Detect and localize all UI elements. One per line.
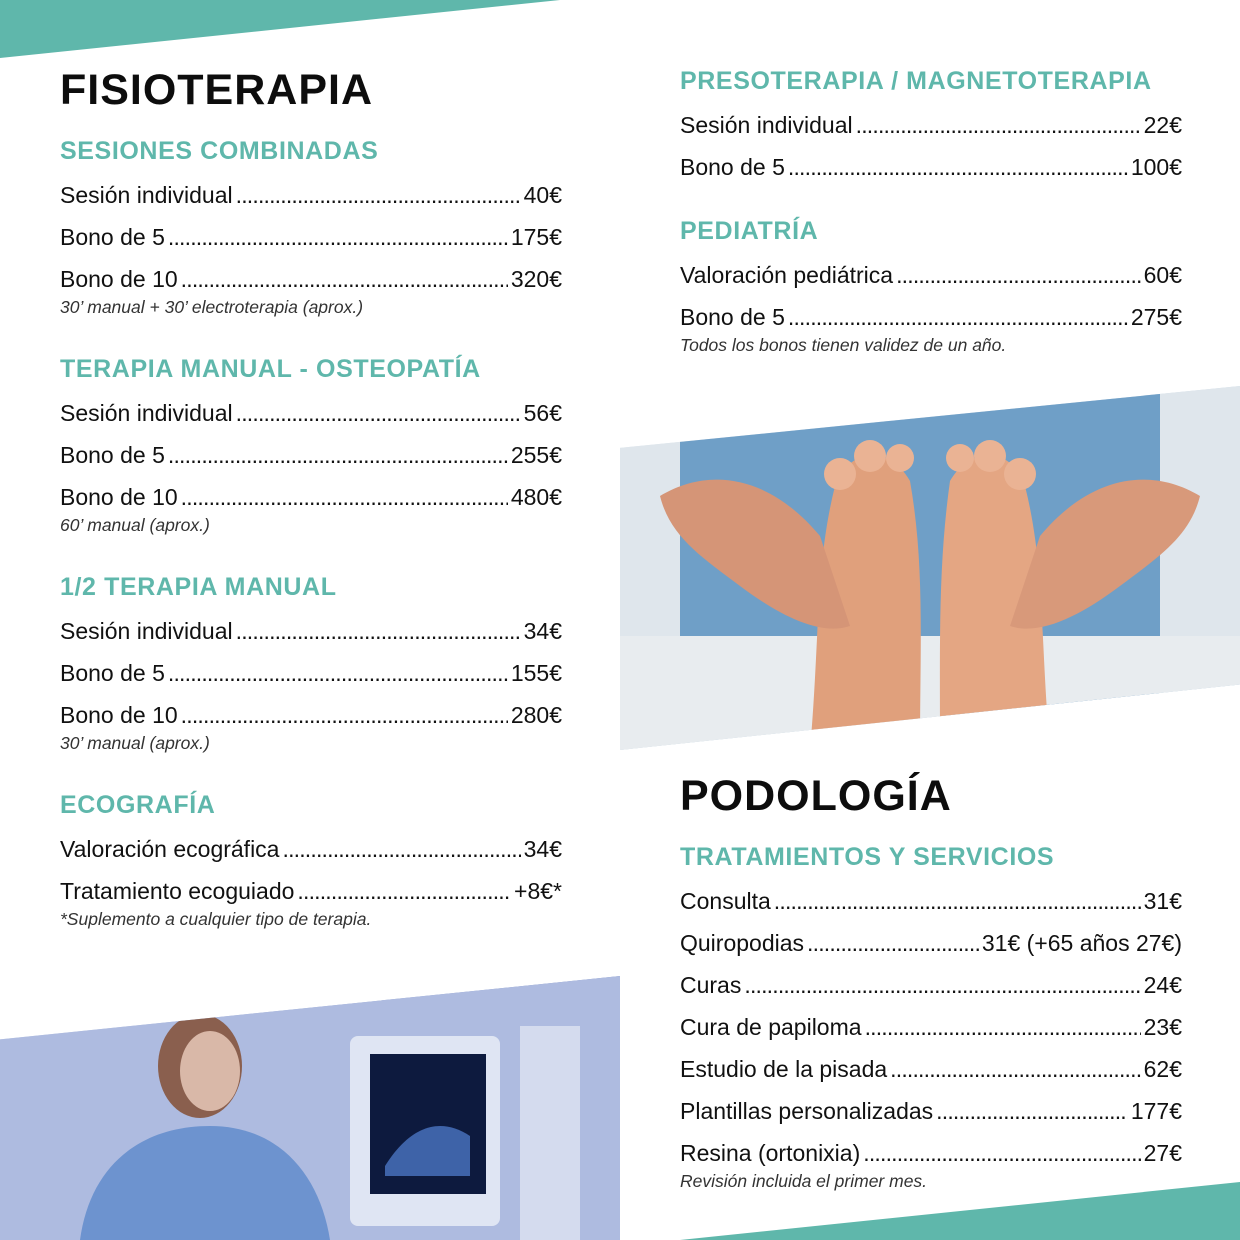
section-note: *Suplemento a cualquier tipo de terapia.: [60, 909, 372, 929]
dot-leader: [168, 224, 508, 250]
dot-leader: [236, 182, 521, 208]
price-row: [680, 930, 1182, 956]
item-price: 31€ (+65 años 27€): [981, 930, 1182, 956]
price-row: [680, 1014, 1182, 1040]
item-price: 275€: [1130, 304, 1182, 330]
dot-leader: [744, 972, 1140, 998]
item-label: Bono de 5: [60, 442, 165, 468]
item-label: Sesión individual: [60, 400, 233, 426]
ultrasound-illustration: [0, 976, 620, 1240]
price-row: [60, 224, 562, 250]
item-price: 177€: [1130, 1098, 1182, 1124]
item-price: 31€: [1143, 888, 1182, 914]
section-ecografia: [60, 790, 562, 930]
price-row: [680, 972, 1182, 998]
item-price: 23€: [1143, 1014, 1182, 1040]
item-label: Valoración ecográfica: [60, 836, 280, 862]
item-price: 100€: [1130, 154, 1182, 180]
dot-leader: [856, 112, 1141, 138]
section-title: TERAPIA MANUAL - OSTEOPATÍA: [60, 355, 481, 383]
section-note: 30’ manual (aprox.): [60, 733, 210, 753]
item-price: 24€: [1143, 972, 1182, 998]
dot-leader: [168, 660, 508, 686]
item-label: Sesión individual: [60, 182, 233, 208]
price-row: [60, 702, 562, 728]
price-row: [680, 1056, 1182, 1082]
item-label: Valoración pediátrica: [680, 262, 894, 288]
section-terapia-manual-osteopatia: [60, 354, 562, 536]
dot-leader: [181, 484, 508, 510]
item-label: Cura de papiloma: [680, 1014, 862, 1040]
section-title: PEDIATRÍA: [680, 217, 819, 245]
right-top-column: [680, 66, 1182, 392]
section-title: 1/2 TERAPIA MANUAL: [60, 573, 337, 601]
item-label: Quiropodias: [680, 930, 805, 956]
item-label: Bono de 5: [680, 154, 785, 180]
dot-leader: [181, 702, 508, 728]
dot-leader: [788, 154, 1128, 180]
item-price: 40€: [523, 182, 562, 208]
dot-leader: [896, 262, 1141, 288]
dot-leader: [297, 878, 511, 904]
dot-leader: [788, 304, 1128, 330]
section-note: Revisión incluida el primer mes.: [680, 1171, 928, 1191]
item-label: Bono de 5: [60, 660, 165, 686]
price-row: [680, 1140, 1182, 1166]
item-label: Estudio de la pisada: [680, 1056, 888, 1082]
item-price: 34€: [523, 836, 562, 862]
feet-therapy-photo: [620, 386, 1240, 750]
dot-leader: [236, 400, 521, 426]
item-label: Tratamiento ecoguiado: [60, 878, 295, 904]
section-media-terapia-manual: [60, 572, 562, 754]
fisioterapia-title: FISIOTERAPIA: [60, 66, 374, 114]
dot-leader: [865, 1014, 1141, 1040]
item-price: 280€: [510, 702, 562, 728]
podologia-column: [680, 768, 1182, 1228]
price-row: [680, 154, 1182, 180]
price-row: [60, 442, 562, 468]
item-label: Bono de 10: [60, 702, 178, 728]
price-row: [60, 182, 562, 208]
item-price: 62€: [1143, 1056, 1182, 1082]
dot-leader: [807, 930, 979, 956]
podologia-title: PODOLOGÍA: [680, 772, 952, 820]
section-title: PRESOTERAPIA / MAGNETOTERAPIA: [680, 67, 1152, 95]
item-label: Consulta: [680, 888, 771, 914]
feet-illustration: [620, 386, 1240, 750]
section-note: 60’ manual (aprox.): [60, 515, 210, 535]
item-price: 60€: [1143, 262, 1182, 288]
fisioterapia-column: [60, 62, 562, 966]
section-pediatria: [680, 216, 1182, 356]
item-label: Bono de 5: [680, 304, 785, 330]
item-price: 255€: [510, 442, 562, 468]
item-price: 175€: [510, 224, 562, 250]
item-label: Bono de 10: [60, 484, 178, 510]
price-row: [680, 888, 1182, 914]
section-note: 30’ manual + 30’ electroterapia (aprox.): [60, 297, 364, 317]
item-price: 480€: [510, 484, 562, 510]
dot-leader: [774, 888, 1141, 914]
dot-leader: [181, 266, 508, 292]
item-price: 155€: [510, 660, 562, 686]
price-row: [60, 836, 562, 862]
item-price: 22€: [1143, 112, 1182, 138]
section-sesiones-combinadas: [60, 136, 562, 318]
price-row: [60, 400, 562, 426]
dot-leader: [890, 1056, 1140, 1082]
price-row: [60, 618, 562, 644]
price-row: [680, 1098, 1182, 1124]
price-row: [680, 304, 1182, 330]
item-label: Bono de 5: [60, 224, 165, 250]
section-note: Todos los bonos tienen validez de un año.: [680, 335, 1007, 355]
item-label: Plantillas personalizadas: [680, 1098, 934, 1124]
section-tratamientos: [680, 842, 1182, 1192]
price-row: [680, 262, 1182, 288]
item-price: 27€: [1143, 1140, 1182, 1166]
item-price: +8€*: [514, 878, 562, 904]
item-label: Curas: [680, 972, 742, 998]
dot-leader: [168, 442, 508, 468]
section-title: TRATAMIENTOS Y SERVICIOS: [680, 843, 1055, 871]
price-row: [60, 266, 562, 292]
item-price: 34€: [523, 618, 562, 644]
dot-leader: [282, 836, 520, 862]
dot-leader: [236, 618, 521, 644]
price-row: [60, 878, 562, 904]
dot-leader: [863, 1140, 1140, 1166]
item-label: Resina (ortonixia): [680, 1140, 861, 1166]
price-row: [680, 112, 1182, 138]
dot-leader: [936, 1098, 1128, 1124]
price-row: [60, 660, 562, 686]
section-presoterapia: [680, 66, 1182, 180]
item-label: Bono de 10: [60, 266, 178, 292]
item-label: Sesión individual: [60, 618, 233, 644]
top-teal-band: [0, 0, 600, 64]
ultrasound-photo: [0, 976, 620, 1240]
section-title: ECOGRAFÍA: [60, 791, 216, 819]
item-price: 320€: [510, 266, 562, 292]
section-title: SESIONES COMBINADAS: [60, 137, 379, 165]
item-price: 56€: [523, 400, 562, 426]
item-label: Sesión individual: [680, 112, 853, 138]
price-row: [60, 484, 562, 510]
